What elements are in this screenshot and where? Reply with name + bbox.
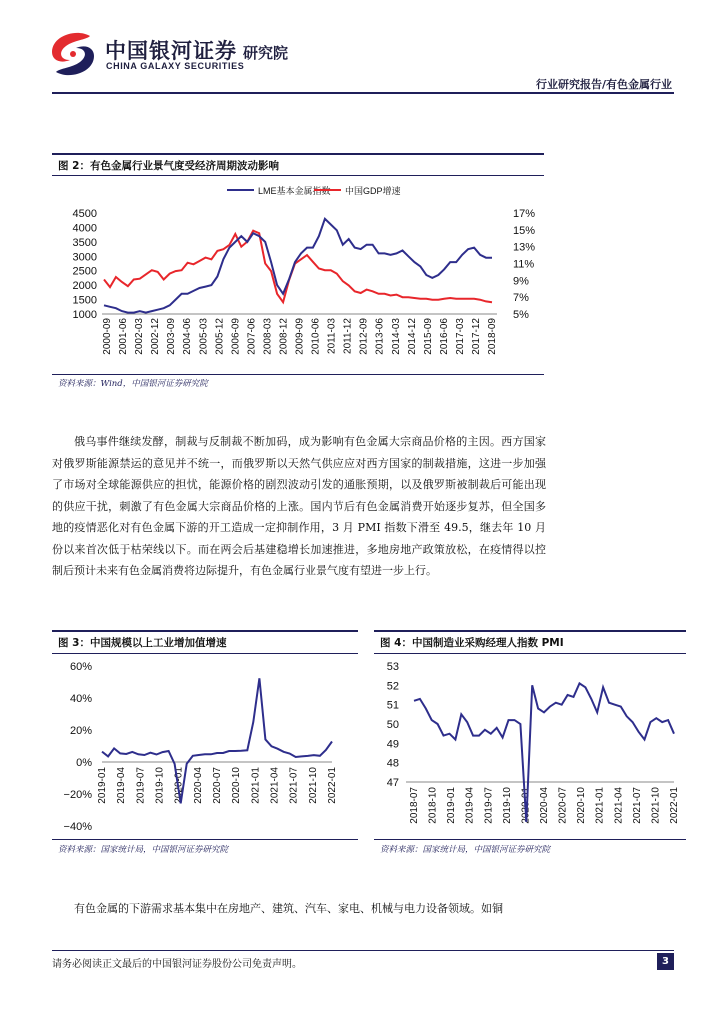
x-tick-label: 2019-07 xyxy=(135,767,147,804)
y-tick-label: 0% xyxy=(76,757,92,769)
y-left-tick-label: 4000 xyxy=(72,222,97,235)
x-tick-label: 2019-01 xyxy=(446,787,458,824)
y-tick-label: −40% xyxy=(63,821,92,833)
y-tick-label: 49 xyxy=(386,738,399,751)
series-line-gdp xyxy=(104,231,492,303)
x-tick-label: 2018-10 xyxy=(427,787,439,824)
company-name-cn: 中国银河证券 xyxy=(105,39,237,63)
figure3-title: 图 3：中国规模以上工业增加值增速 xyxy=(58,637,227,649)
figure2-title: 图 2：有色金属行业景气度受经济周期波动影响 xyxy=(58,160,279,172)
y-left-tick-label: 3500 xyxy=(72,236,97,249)
figure2-bottom-rule xyxy=(52,374,544,375)
x-tick-label: 2018-09 xyxy=(487,318,498,355)
x-tick-label: 2010-06 xyxy=(310,318,322,355)
y-left-tick-label: 3000 xyxy=(72,251,97,264)
x-tick-label: 2011-03 xyxy=(326,318,338,354)
figure2-title-rule xyxy=(52,175,544,176)
footer-rule xyxy=(52,950,674,951)
header-rule xyxy=(52,92,674,94)
y-left-tick-label: 1500 xyxy=(72,294,97,307)
y-right-tick-label: 13% xyxy=(513,241,536,254)
x-tick-label: 2021-01 xyxy=(594,787,606,824)
x-tick-label: 2003-09 xyxy=(166,318,178,355)
y-left-tick-label: 2500 xyxy=(72,265,97,278)
x-tick-label: 2013-06 xyxy=(374,318,386,355)
x-tick-label: 2008-03 xyxy=(262,318,274,355)
x-tick-label: 2021-01 xyxy=(250,767,262,804)
footer-disclaimer: 请务必阅读正文最后的中国银河证券股份公司免责声明。 xyxy=(52,959,302,970)
figure3-source: 资料来源：国家统计局，中国银河证券研究院 xyxy=(58,845,229,855)
x-tick-label: 2021-04 xyxy=(613,787,625,824)
legend-label-lme: LME基本金属指数 xyxy=(258,186,331,196)
legend-label-gdp: 中国GDP增速 xyxy=(345,186,401,196)
x-tick-label: 2002-03 xyxy=(134,318,146,355)
x-tick-label: 2021-10 xyxy=(650,787,662,824)
body-paragraph-1: 俄乌事件继续发酵，制裁与反制裁不断加码，成为影响有色金属大宗商品价格的主因。西方国家对俄罗斯能源禁运的意见并不统一，而俄罗斯以天然气供应应对西方国家的制裁措施，这进一步加强了市场对全球能源供应的担忧，能源价格的剧烈波动引发的通胀预期，以及俄罗斯被制裁后可能出现的供应干扰，刺激了有色金属大宗商品价格的上涨。国内节后有色金属消费开始逐步复苏，但全国多地的疫情恶化对有色金属下游的开工造成一定抑制作用，3 月 PMI 指数下滑至 49.5，继去年 10 月份以来首次低于枯荣线以下。而在两会后基建稳增长加速推进，多地房地产政策放松，在疫情得以控制后预计未来有色金属消费将边际提升，有色金属行业景气度有望进一步上行。 xyxy=(52,435,546,577)
y-right-tick-label: 7% xyxy=(513,292,529,305)
x-tick-label: 2007-06 xyxy=(246,318,258,355)
y-right-tick-label: 11% xyxy=(513,258,535,271)
x-tick-label: 2002-12 xyxy=(150,318,162,355)
x-tick-label: 2019-10 xyxy=(501,787,513,824)
x-tick-label: 2019-10 xyxy=(154,767,166,804)
report-category: 行业研究报告/有色金属行业 xyxy=(535,78,672,91)
x-tick-label: 2017-03 xyxy=(454,318,466,355)
y-tick-label: 51 xyxy=(386,699,399,712)
x-tick-label: 2019-04 xyxy=(464,787,476,824)
x-tick-label: 2011-12 xyxy=(342,318,354,354)
x-tick-label: 2019-07 xyxy=(483,787,495,824)
x-tick-label: 2021-07 xyxy=(631,787,643,824)
figure3-top-rule xyxy=(52,630,358,632)
figure3-chart xyxy=(52,656,352,836)
x-tick-label: 2012-09 xyxy=(358,318,370,355)
x-tick-label: 2020-07 xyxy=(212,767,223,804)
y-right-tick-label: 17% xyxy=(513,208,536,220)
x-tick-label: 2014-12 xyxy=(406,318,418,355)
x-tick-label: 2020-04 xyxy=(192,767,204,804)
x-tick-label: 2020-10 xyxy=(231,767,243,804)
figure2-source: 资料来源：Wind，中国银河证券研究院 xyxy=(58,379,208,389)
institute-name: 研究院 xyxy=(243,44,289,62)
x-tick-label: 2005-12 xyxy=(214,318,226,355)
x-tick-label: 2019-01 xyxy=(97,767,108,804)
x-tick-label: 2016-06 xyxy=(438,318,450,355)
x-tick-label: 2020-01 xyxy=(520,787,532,824)
x-tick-label: 2020-01 xyxy=(173,767,185,804)
y-tick-label: 50 xyxy=(386,719,399,731)
x-tick-label: 2006-09 xyxy=(230,318,242,355)
y-left-tick-label: 2000 xyxy=(72,280,97,293)
x-tick-label: 2021-10 xyxy=(307,767,319,804)
page-number: 3 xyxy=(657,953,674,970)
x-tick-label: 2022-01 xyxy=(669,787,680,824)
figure4-title: 图 4：中国制造业采购经理人指数 PMI xyxy=(380,637,564,649)
y-right-tick-label: 9% xyxy=(513,275,529,288)
galaxy-logo-icon xyxy=(46,30,102,78)
series-line-lme xyxy=(104,219,492,313)
figure4-title-rule xyxy=(374,653,686,654)
x-tick-label: 2004-06 xyxy=(182,318,194,355)
header xyxy=(0,0,724,95)
x-tick-label: 2021-07 xyxy=(288,767,300,804)
body-paragraph-2: 有色金属的下游需求基本集中在房地产、建筑、汽车、家电、机械与电力设备领域。如铜 xyxy=(74,902,503,915)
x-tick-label: 2018-07 xyxy=(409,787,420,824)
x-tick-label: 2022-01 xyxy=(327,767,338,804)
y-tick-label: 48 xyxy=(386,757,399,770)
x-tick-label: 2020-04 xyxy=(539,787,550,824)
x-tick-label: 2019-04 xyxy=(116,767,128,804)
figure2-chart xyxy=(52,178,552,373)
y-right-tick-label: 5% xyxy=(513,309,529,321)
figure4-bottom-rule xyxy=(374,839,686,840)
figure2-top-rule xyxy=(52,153,544,155)
y-right-tick-label: 15% xyxy=(513,224,536,237)
y-tick-label: −20% xyxy=(63,789,92,801)
x-tick-label: 2017-12 xyxy=(471,318,482,355)
y-left-tick-label: 4500 xyxy=(72,208,97,220)
x-tick-label: 2014-03 xyxy=(390,318,402,355)
figure3-bottom-rule xyxy=(52,839,358,840)
x-tick-label: 2015-09 xyxy=(422,318,434,355)
figure4-top-rule xyxy=(374,630,686,632)
x-tick-label: 2001-06 xyxy=(118,318,129,355)
x-tick-label: 2005-03 xyxy=(198,318,210,355)
x-tick-label: 2020-10 xyxy=(576,787,588,824)
y-tick-label: 53 xyxy=(386,661,399,673)
x-tick-label: 2000-09 xyxy=(102,318,113,355)
figure4-chart xyxy=(374,656,684,836)
x-tick-label: 2009-09 xyxy=(294,318,306,355)
figure3-title-rule xyxy=(52,653,358,654)
y-tick-label: 52 xyxy=(386,680,399,693)
y-tick-label: 47 xyxy=(386,777,399,789)
company-name-en: CHINA GALAXY SECURITIES xyxy=(106,61,245,71)
y-tick-label: 40% xyxy=(69,693,92,705)
x-tick-label: 2021-04 xyxy=(269,767,281,804)
y-tick-label: 60% xyxy=(69,661,92,673)
figure4-source: 资料来源：国家统计局，中国银河证券研究院 xyxy=(380,845,551,855)
y-tick-label: 20% xyxy=(69,725,92,737)
x-tick-label: 2020-07 xyxy=(557,787,569,824)
y-left-tick-label: 1000 xyxy=(72,309,97,321)
x-tick-label: 2008-12 xyxy=(278,318,290,355)
